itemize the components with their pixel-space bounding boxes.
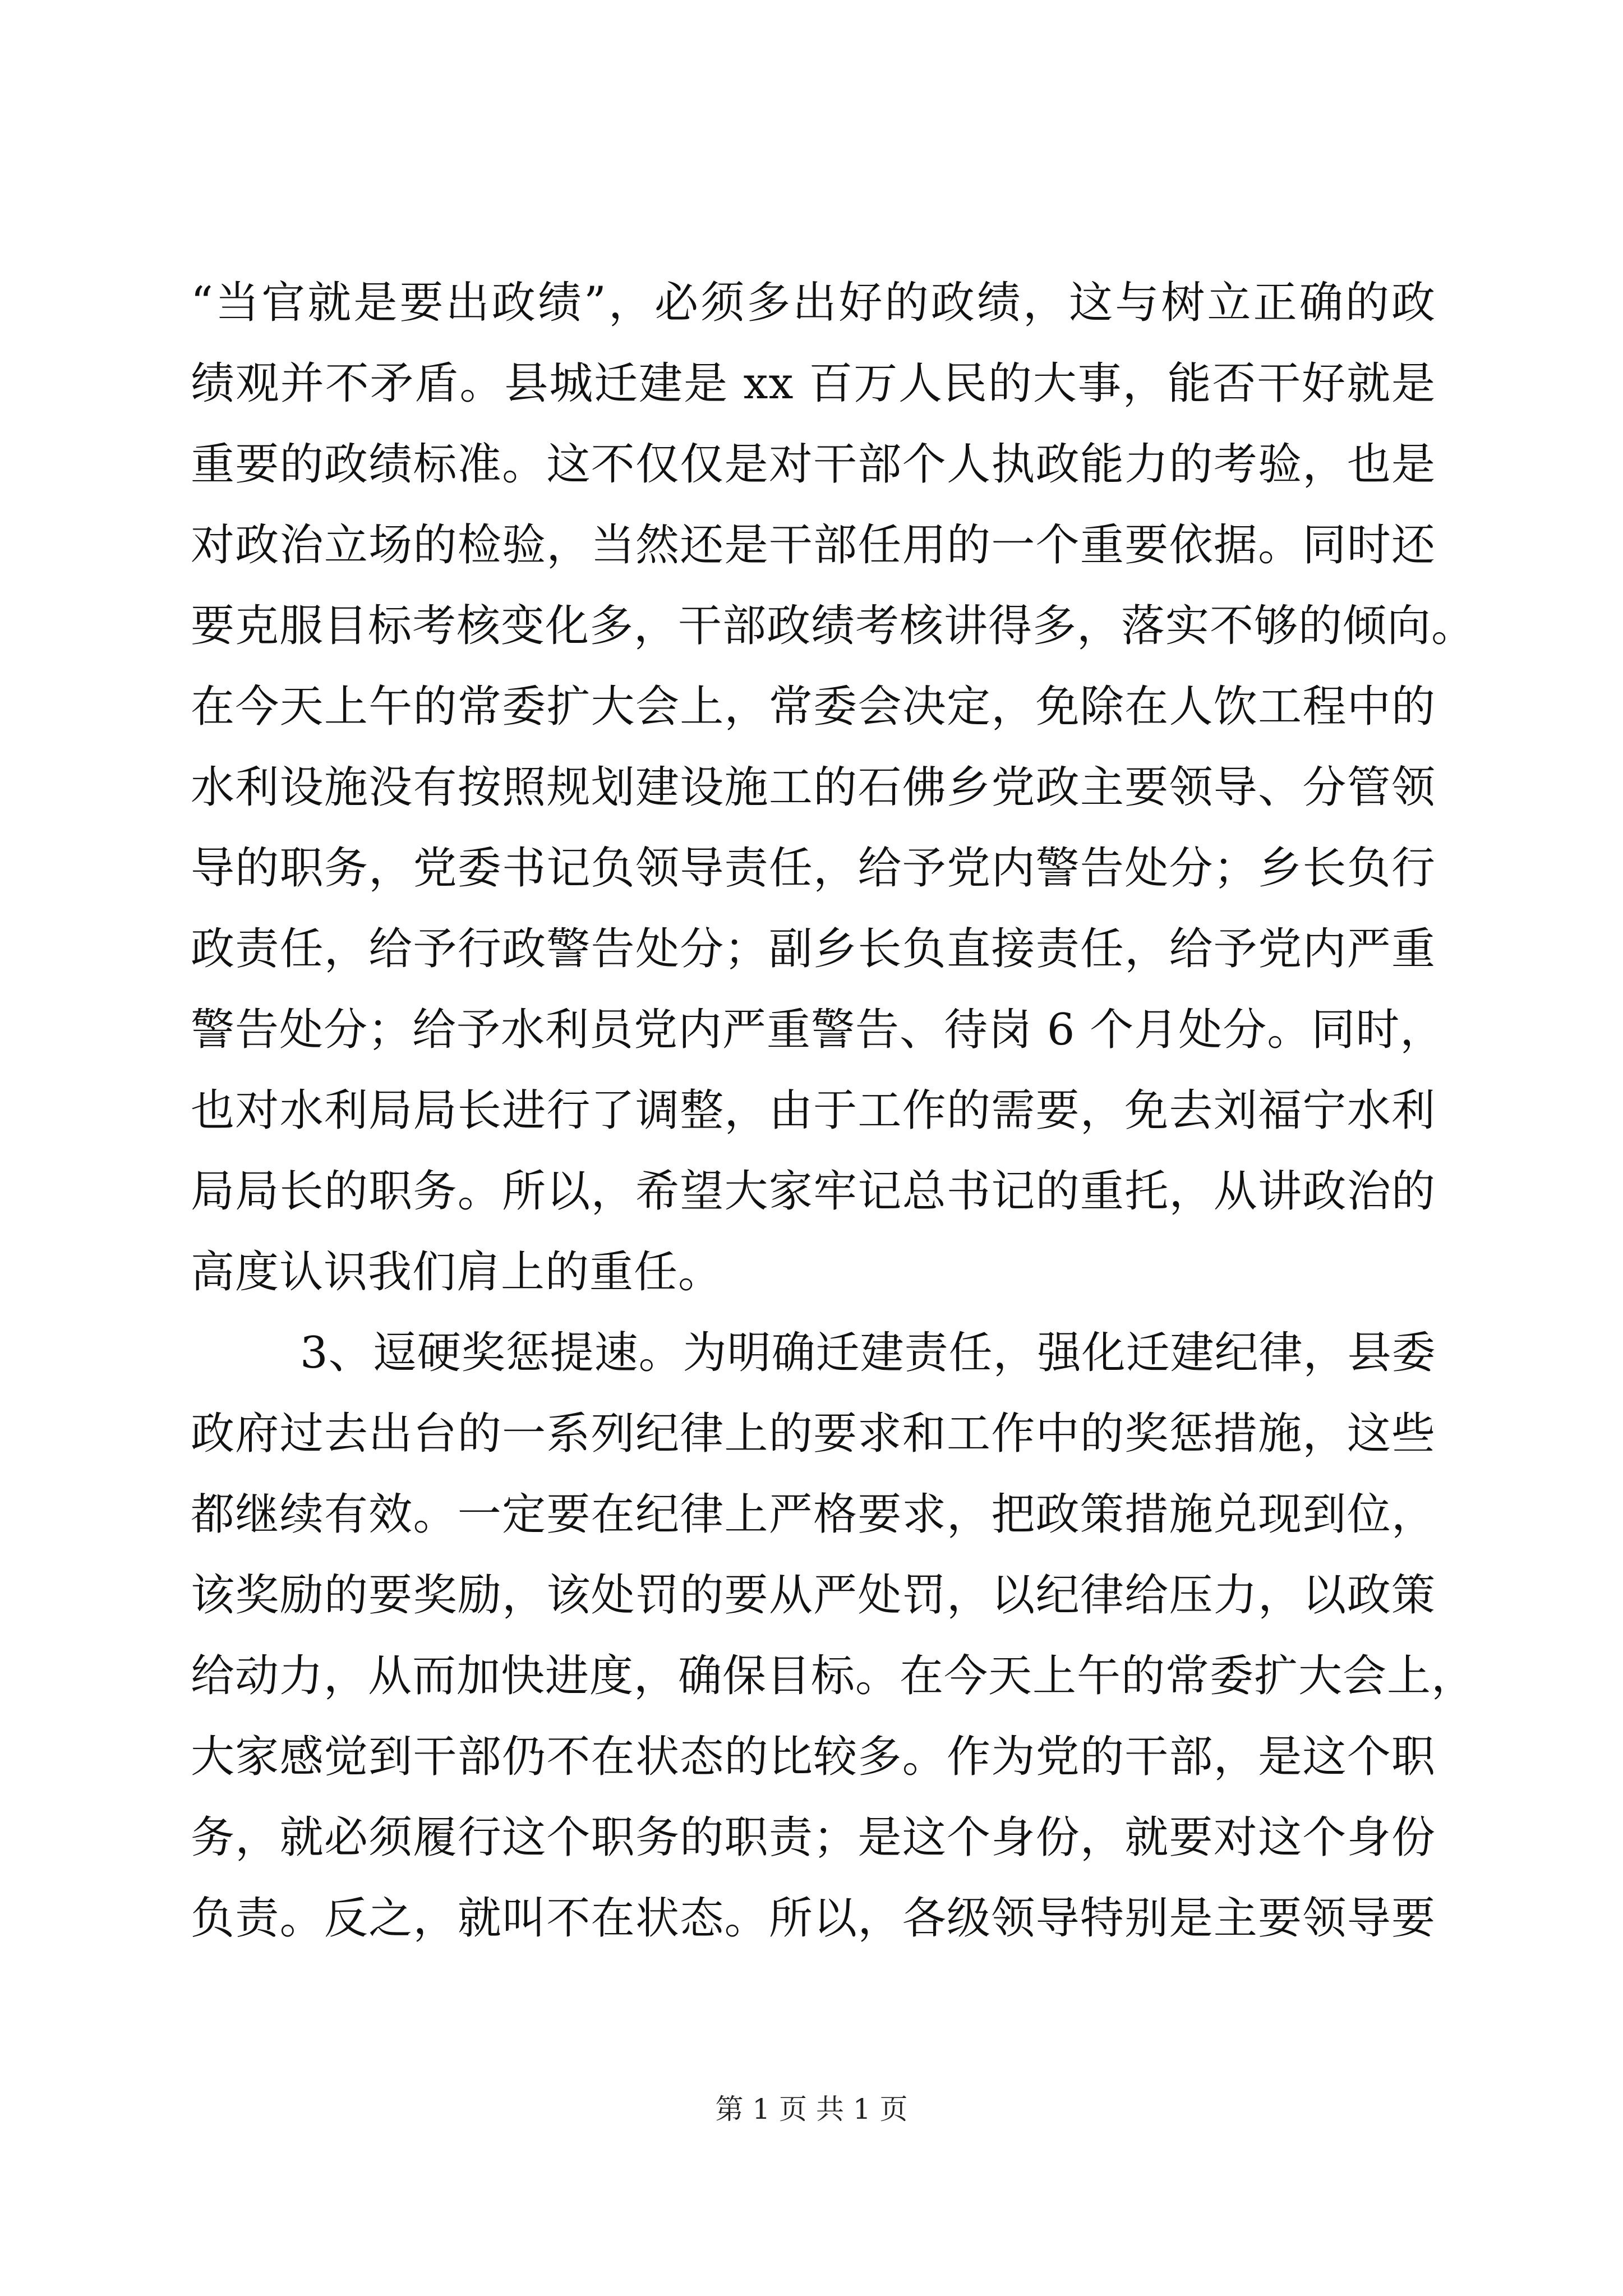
text-line: 政责任，给予行政警告处分；副乡长负直接责任，给予党内严重 — [191, 924, 1436, 974]
text-line: 对政治立场的检验，当然还是干部任用的一个重要依据。同时还 — [191, 520, 1436, 570]
text-line: 务，就必须履行这个职务的职责；是这个身份，就要对这个身份 — [191, 1812, 1436, 1863]
text-line: 政府过去出台的一系列纪律上的要求和工作中的奖惩措施，这些 — [191, 1409, 1436, 1459]
text-line: 导的职务，党委书记负领导责任，给予党内警告处分；乡长负行 — [191, 843, 1436, 894]
paragraph-first-line: 3、逗硬奖惩提速。为明确迁建责任，强化迁建纪律，县委 — [300, 1328, 1436, 1378]
text-line: 警告处分；给予水利员党内严重警告、待岗 6 个月处分。同时， — [191, 1005, 1445, 1055]
text-line: 要克服目标考核变化多，干部政绩考核讲得多，落实不够的倾向。 — [191, 601, 1476, 651]
text-line: 该奖励的要奖励，该处罚的要从严处罚，以纪律给压力，以政策 — [191, 1570, 1436, 1621]
text-line: “当官就是要出政绩”，必须多出好的政绩，这与树立正确的政 — [191, 278, 1436, 328]
page-footer: 第 1 页 共 1 页 — [715, 2093, 908, 2125]
text-line: 负责。反之，就叫不在状态。所以，各级领导特别是主要领导要 — [191, 1893, 1436, 1944]
text-line: 在今天上午的常委扩大会上，常委会决定，免除在人饮工程中的 — [191, 682, 1436, 732]
text-line: 绩观并不矛盾。县城迁建是 xx 百万人民的大事，能否干好就是 — [191, 358, 1436, 409]
text-line: 也对水利局局长进行了调整，由于工作的需要，免去刘福宁水利 — [191, 1085, 1436, 1136]
text-line: 局局长的职务。所以，希望大家牢记总书记的重托，从讲政治的 — [191, 1166, 1436, 1217]
text-line: 大家感觉到干部仍不在状态的比较多。作为党的干部，是这个职 — [191, 1732, 1436, 1782]
text-line: 都继续有效。一定要在纪律上严格要求，把政策措施兑现到位， — [191, 1489, 1436, 1540]
text-line: 高度认识我们肩上的重任。 — [191, 1247, 723, 1297]
text-line: 给动力，从而加快进度，确保目标。在今天上午的常委扩大会上， — [191, 1651, 1476, 1701]
text-line: 水利设施没有按照规划建设施工的石佛乡党政主要领导、分管领 — [191, 762, 1436, 813]
text-line: 重要的政绩标准。这不仅仅是对干部个人执政能力的考验，也是 — [191, 439, 1436, 490]
